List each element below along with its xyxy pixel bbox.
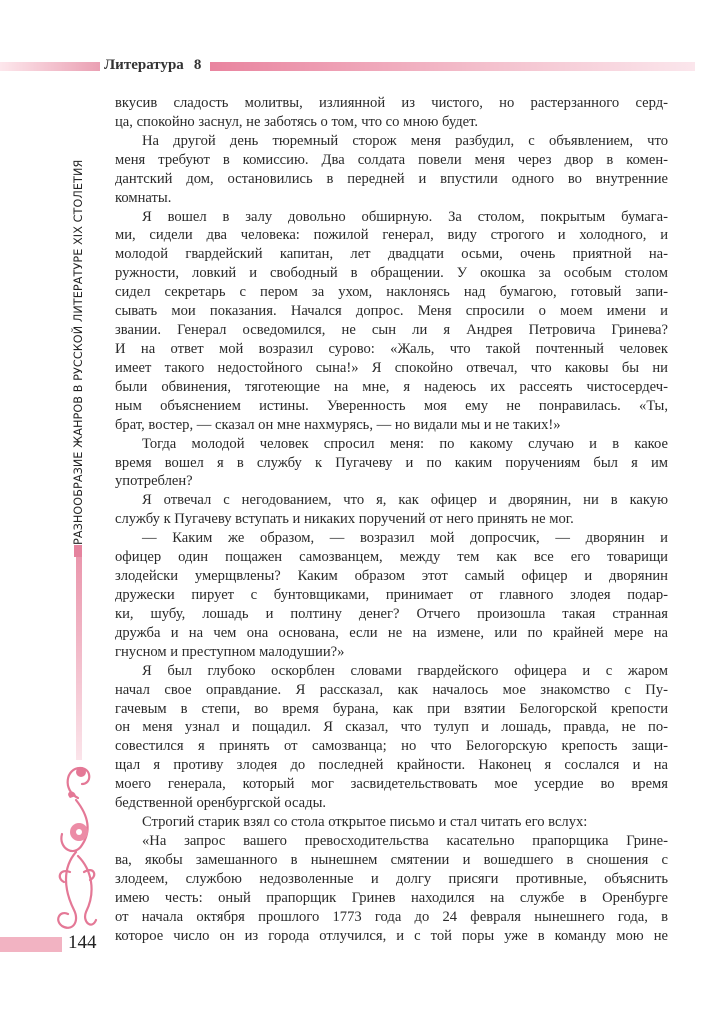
- text-line: И на ответ мой возразил сурово: «Жаль, что такой почтенный человек: [115, 340, 668, 357]
- grade-number: 8: [193, 57, 202, 73]
- text-line: моего генерала, который мог засвидетельствовать мое усердие во время: [115, 776, 668, 793]
- page-number-bar: [0, 937, 62, 952]
- text-line: Тогда молодой человек спросил меня: по какому случаю и в какое: [142, 435, 668, 452]
- text-line: гнусном и преступном малодушии?»: [115, 643, 345, 660]
- text-line: которое число он из города отлучился, и с той поры уже в команду мою не: [115, 927, 668, 944]
- text-line: щал я противу злодея до последней крайности. Наконец я сослался и на: [115, 757, 668, 774]
- text-line: На другой день тюремный сторож меня разбудил, с объявлением, что: [142, 132, 668, 149]
- body-text: [115, 94, 668, 945]
- text-line: злодеем, службою недозволенные и долгу присяги противные, объяснить: [115, 870, 668, 887]
- text-line: ва, якобы замешанного в нынешнем смятении и вошедшего в сношения с: [115, 851, 668, 868]
- text-line: молодой гвардейский капитан, лет двадцати осьми, очень приятной на-: [115, 246, 668, 263]
- text-line: меня требуют в комиссию. Два солдата повели меня через двор в комен-: [115, 151, 668, 168]
- text-line: время вошел я в службу к Пугачеву и по каким поручениям был я им: [115, 454, 668, 471]
- text-line: сидел секретарь с пером за ухом, наклонясь над бумагою, готовый запи-: [115, 284, 668, 301]
- text-line: сывать мои показания. Начался допрос. Меня спросили о моем имени и: [115, 303, 668, 320]
- sidebar-marker: [74, 545, 82, 557]
- subject-title: Литература: [104, 57, 184, 73]
- header-left-bar: [0, 62, 100, 71]
- text-line: были обвинения, тяготеющие на мне, я надеюсь их рассеять чистосердеч-: [115, 378, 668, 395]
- text-line: ца, спокойно заснул, не заботясь о том, что со мною будет.: [115, 113, 479, 130]
- text-line: гачевым в степи, во время бурана, как при взятии Белогорской крепости: [115, 700, 668, 717]
- text-line: Я был глубоко оскорблен словами гвардейского офицера и с жаром: [142, 662, 668, 679]
- text-line: Я вошел в залу довольно обширную. За столом, покрытым бумага-: [142, 208, 668, 225]
- text-line: употреблен?: [115, 473, 193, 490]
- text-line: службу к Пугачеву вступать и никаких поручений от него принять не мог.: [115, 511, 574, 528]
- text-line: дантский дом, остановились в передней и впустили одного во внутренние: [115, 170, 668, 187]
- text-line: Я отвечал с негодованием, что я, как офицер и дворянин, ни в какую: [142, 492, 668, 509]
- text-line: Строгий старик взял со стола открытое письмо и стал читать его вслух:: [142, 814, 588, 831]
- text-line: звании. Генерал осведомился, не сын ли я Андрея Петровича Гринева?: [115, 322, 668, 339]
- sidebar-band: [76, 545, 82, 760]
- text-line: офицер один пощажен самозванцем, между тем как все его товарищи: [115, 549, 668, 566]
- text-line: «На запрос вашего превосходительства касательно прапорщика Грине-: [142, 832, 668, 849]
- header-right-bar: [210, 62, 695, 71]
- text-line: комнаты.: [115, 189, 172, 206]
- text-line: брат, востер, — сказал он мне нахмурясь, — но видали мы и не таких!»: [115, 416, 561, 433]
- text-line: бедственной оренбургской осады.: [115, 795, 327, 812]
- text-line: ным объяснением истины. Уверенность моя ему не понравилась. «Ты,: [115, 397, 668, 414]
- text-line: ружности, ловкий и свободный в обращении. У окошка за особым столом: [115, 265, 668, 282]
- text-line: вкусив сладость молитвы, излиянной из чистого, но растерзанного серд-: [115, 95, 668, 111]
- floral-ornament-icon: [52, 760, 102, 935]
- text-line: от начала октября прошлого 1773 года до 24 февраля нынешнего года, в: [115, 908, 668, 925]
- text-line: ки, шубу, лошадь и полтину денег? Отчего произошла такая странная: [115, 605, 668, 622]
- page-number: 144: [68, 932, 97, 953]
- text-line: имеет такого недостойного сына!» Я спокойно отвечал, что каковы бы ни: [115, 359, 668, 376]
- text-line: совестился я принять от самозванца; но что Белогорскую крепость защи-: [115, 738, 668, 755]
- text-line: ми, сидели два человека: пожилой генерал, виду строгого и холодного, и: [115, 227, 668, 244]
- text-line: он меня узнал и пощадил. Я сказал, что тулуп и лошадь, правда, не по-: [115, 719, 668, 736]
- text-line: имею честь: оный прапорщик Гринев находился на службе в Оренбурге: [115, 889, 668, 906]
- running-header: [104, 57, 201, 74]
- text-line: дружба и на чем она основана, если не на измене, или по крайней мере на: [115, 624, 668, 641]
- section-title-vertical: РАЗНООБРАЗИЕ ЖАНРОВ В РУССКОЙ ЛИТЕРАТУРЕ XIX СТОЛЕТИЯ: [72, 159, 85, 545]
- text-line: злодейски умерщвлены? Каким образом этот самый офицер и дворянин: [115, 568, 668, 585]
- text-line: дружески пирует с бунтовщиками, принимает от главного злодея подар-: [115, 586, 668, 603]
- text-line: начал свое оправдание. Я рассказал, как началось мое знакомство с Пу-: [115, 681, 668, 698]
- text-line: — Каким же образом, — возразил мой допросчик, — дворянин и: [142, 530, 668, 547]
